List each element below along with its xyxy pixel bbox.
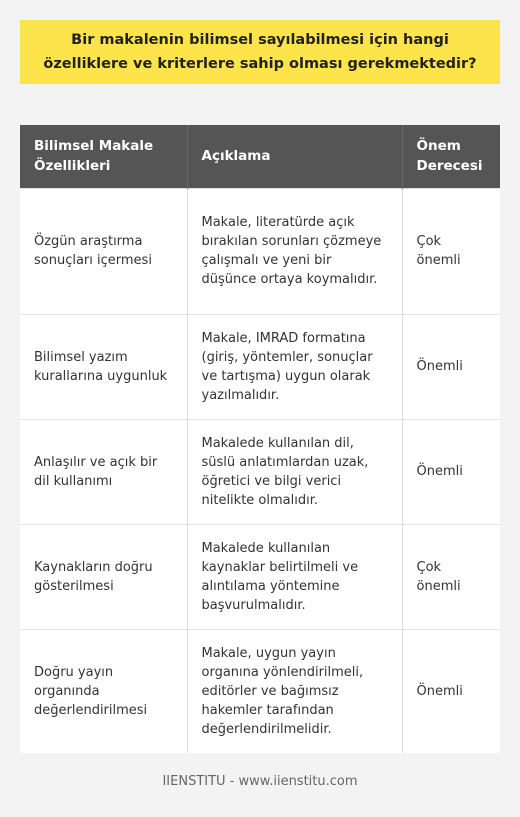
- table-row: [20, 524, 500, 629]
- table-header-row: [20, 125, 500, 188]
- header-features: Bilimsel Makale Özellikleri: [20, 125, 187, 188]
- feature-cell: Bilimsel yazım kurallarına uygunluk: [20, 314, 187, 419]
- criteria-table: [20, 125, 500, 753]
- importance-cell: Önemli: [402, 419, 500, 524]
- description-cell: Makale, IMRAD formatına (giriş, yöntemler, sonuçlar ve tartışma) uygun olarak yazılmalıdır.: [187, 314, 402, 419]
- importance-cell: Çok önemli: [402, 188, 500, 314]
- description-cell: Makalede kullanılan kaynaklar belirtilmeli ve alıntılama yöntemine başvurulmalıdır.: [187, 524, 402, 629]
- table-row: [20, 629, 500, 753]
- importance-cell: Çok önemli: [402, 524, 500, 629]
- feature-cell: Özgün araştırma sonuçları içermesi: [20, 188, 187, 314]
- table-row: [20, 314, 500, 419]
- header-description: Açıklama: [187, 125, 402, 188]
- page-title: Bir makalenin bilimsel sayılabilmesi için hangi özelliklere ve kriterlere sahip olması gerekmektedir?: [43, 32, 477, 72]
- feature-cell: Anlaşılır ve açık bir dil kullanımı: [20, 419, 187, 524]
- table-row: [20, 188, 500, 314]
- description-cell: Makale, literatürde açık bırakılan sorunları çözmeye çalışmalı ve yeni bir düşünce ortaya koymalıdır.: [187, 188, 402, 314]
- header-importance: Önem Derecesi: [402, 125, 500, 188]
- feature-cell: Doğru yayın organında değerlendirilmesi: [20, 629, 187, 753]
- importance-cell: Önemli: [402, 314, 500, 419]
- description-cell: Makale, uygun yayın organına yönlendirilmeli, editörler ve bağımsız hakemler tarafından değerlendirilmelidir.: [187, 629, 402, 753]
- feature-cell: Kaynakların doğru gösterilmesi: [20, 524, 187, 629]
- importance-cell: Önemli: [402, 629, 500, 753]
- description-cell: Makalede kullanılan dil, süslü anlatımlardan uzak, öğretici ve bilgi verici nitelikte olmalıdır.: [187, 419, 402, 524]
- footer-credit: IIENSTITU - www.iienstitu.com: [162, 774, 358, 789]
- title-banner: [20, 20, 500, 84]
- table-row: [20, 419, 500, 524]
